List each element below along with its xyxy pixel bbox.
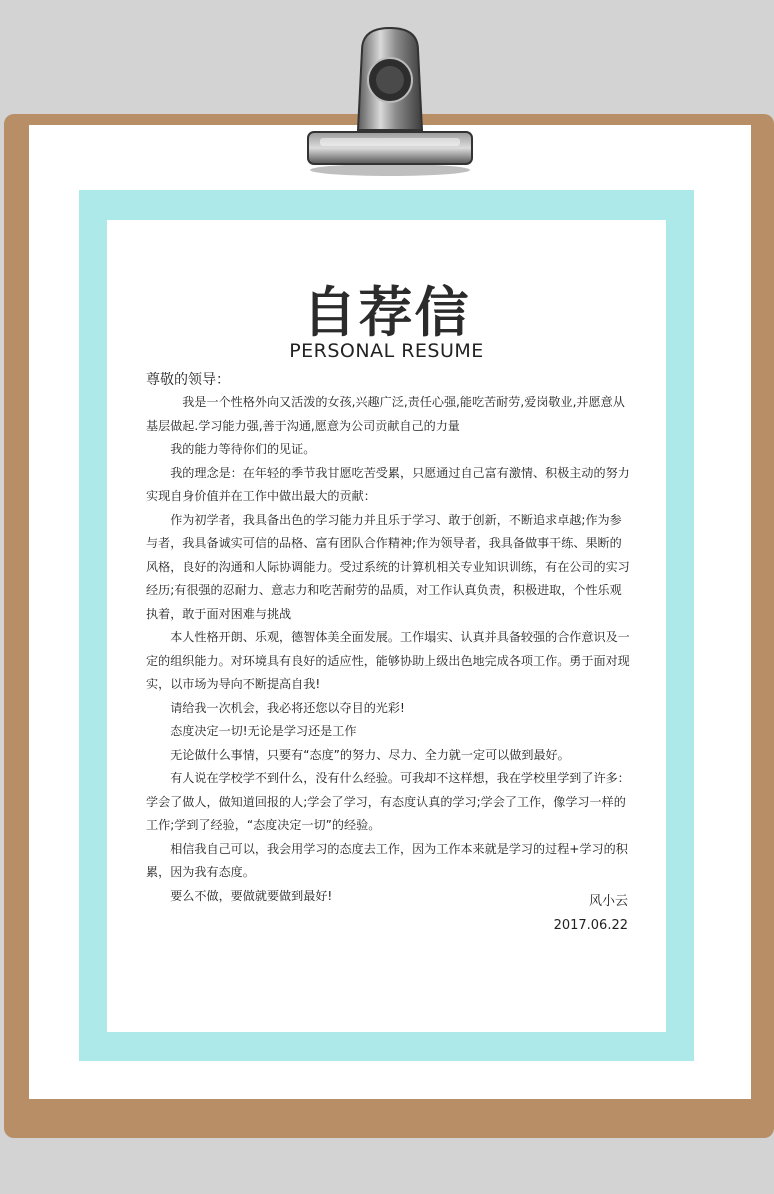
signature-date: 2017.06.22: [553, 918, 628, 933]
binder-clip-icon: [300, 20, 480, 180]
signature-name: 风小云: [588, 894, 628, 909]
page-subtitle: PERSONAL RESUME: [289, 340, 484, 362]
paragraph: 我的能力等待你们的见证。: [170, 442, 316, 456]
paragraph: 态度决定一切!无论是学习还是工作: [170, 724, 357, 738]
letter-body: [146, 391, 631, 908]
paragraph: 本人性格开朗、乐观，德智体美全面发展。工作塌实、认真并具备较强的合作意识及一定的组织能力。对环境具有良好的适应性，能够协助上级出色地完成各项工作。勇于面对现实，以市场为导向不断提高自我!: [146, 630, 630, 691]
paragraph: 有人说在学校学不到什么，没有什么经验。可我却不这样想，我在学校里学到了许多：学会了做人，做知道回报的人;学会了学习，有态度认真的学习;学会了工作，像学习一样的工作;学到了经验，“态度决定一切”的经验。: [146, 771, 630, 832]
paragraph: 相信我自己可以，我会用学习的态度去工作，因为工作本来就是学习的过程+学习的积累，因为我有态度。: [146, 841, 628, 879]
paragraph: 请给我一次机会，我必将还您以夺目的光彩!: [170, 700, 405, 715]
paragraph: 我的理念是：在年轻的季节我甘愿吃苦受累，只愿通过自己富有激情、积极主动的努力实现自身价值并在工作中做出最大的贡献：: [146, 465, 630, 503]
paragraph: 无论做什么事情，只要有“态度”的努力、尽力、全力就一定可以做到最好。: [170, 747, 570, 762]
signature-block: [554, 890, 628, 938]
paragraph: 要么不做，要做就要做到最好!: [170, 888, 333, 903]
page-title: 自荐信: [302, 281, 471, 344]
salutation: 尊敬的领导：: [146, 372, 230, 388]
paragraph: 我是一个性格外向又活泼的女孩,兴趣广泛,责任心强,能吃苦耐劳,爱岗敬业,并愿意从基层做起.学习能力强,善于沟通,愿意为公司贡献自己的力量: [146, 395, 625, 433]
paragraph: 作为初学者，我具备出色的学习能力并且乐于学习、敢于创新，不断追求卓越;作为参与者，我具备诚实可信的品格、富有团队合作精神;作为领导者，我具备做事干练、果断的风格，良好的沟通和人际协调能力。受过系统的计算机相关专业知识训练，有在公司的实习经历;有很强的忍耐力、意志力和吃苦耐劳的品质，对工作认真负责，积极进取，个性乐观执着，敢于面对困难与挑战: [146, 512, 630, 621]
